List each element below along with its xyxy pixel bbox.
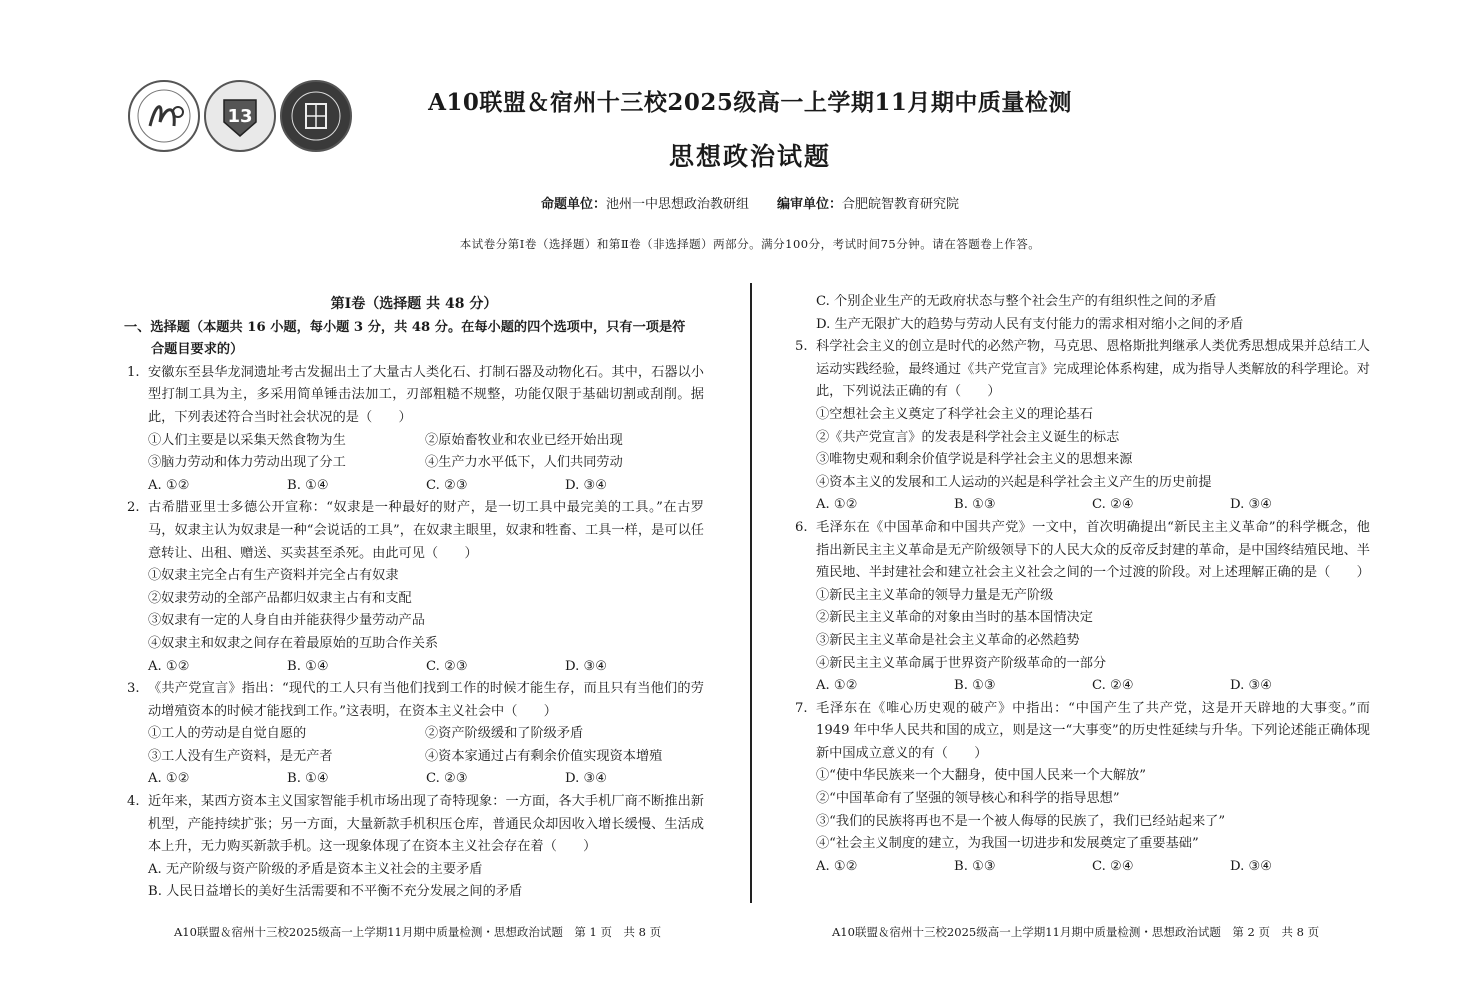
choice-c: C. ②③ [426,771,468,787]
choice-a: A. ①② [816,858,858,874]
author-value: 池州一中思想政治教研组 [605,197,749,212]
exam-units [380,193,1120,212]
question-4-continued [792,291,1370,336]
statement-4: ④资本主义的发展和工人运动的兴起是科学社会主义产生的历史前提 [816,474,1212,490]
statement-4: ④生产力水平低下，人们共同劳动 [425,455,623,471]
exam-instructions: 本试卷分第Ⅰ卷（选择题）和第Ⅱ卷（非选择题）两部分。满分100分，考试时间75分钟。请在答题卷上作答。 [459,237,1041,251]
choice-d: D. ③④ [1230,858,1273,874]
choice-a: A. ①② [816,497,858,513]
question-stem: 古希腊亚里士多德公开宣称：“奴隶是一种最好的财产，是一切工具中最完美的工具。”在古罗马，奴隶主认为奴隶是一种“会说话的工具”，在奴隶主眼里，奴隶和牲畜、工具一样，是可以任意转让、出租、赠送、买卖甚至杀死。由此可见（ ） [148,500,704,561]
choice-c: C. ②③ [426,658,468,674]
choice-d: D. ③④ [565,771,608,787]
right-column [792,291,1370,878]
question-number: 3. [127,681,140,697]
question-stem: 近年来，某西方资本主义国家智能手机市场出现了奇特现象：一方面，各大手机厂商不断推出新机型，产能持续扩张；另一方面，大量新款手机积压仓库，普通民众却因收入增长缓慢、生活成本上升，无力购买新款手机。这一现象体现了在资本主义社会存在着（ ） [148,794,704,855]
choice-b: B. ①④ [287,477,329,493]
question-stem: 《共产党宣言》指出：“现代的工人只有当他们找到工作的时候才能生存，而且只有当他们的劳动增殖资本的时候才能找到工作。”这表明，在资本主义社会中（ ） [148,681,704,719]
statement-3: ③“我们的民族将再也不是一个被人侮辱的民族了，我们已经站起来了” [816,813,1226,829]
statement-3: ③唯物史观和剩余价值学说是科学社会主义的思想来源 [816,452,1133,468]
choice-c: C. ②③ [426,477,468,493]
choice-b: B. ①④ [287,658,329,674]
statement-3: ③工人没有生产资料，是无产者 [148,748,333,764]
choice-b: B. ①③ [954,678,996,694]
author-label: 命题单位： [540,197,606,212]
wanzhi-education-logo [280,80,352,152]
statement-2: ②奴隶劳动的全部产品都归奴隶主占有和支配 [148,590,412,606]
section-heading-line2: 合题目要求的） [151,342,244,358]
question-6 [792,517,1370,698]
column-divider [750,283,752,903]
exam-subject: 思想政治试题 [668,142,831,171]
choice-d: D. ③④ [565,477,608,493]
page-footer-2: A10联盟＆宿州十三校2025级高一上学期11月期中质量检测・思想政治试题 第 2 页 共 8 页 [832,925,1320,939]
page-footer-1: A10联盟＆宿州十三校2025级高一上学期11月期中质量检测・思想政治试题 第 1 页 共 8 页 [174,925,662,939]
question-4 [124,791,704,904]
section-heading [124,317,704,362]
choice-d: D. 生产无限扩大的趋势与劳动人民有支付能力的需求相对缩小之间的矛盾 [816,316,1244,332]
statement-2: ②《共产党宣言》的发表是科学社会主义诞生的标志 [816,429,1120,445]
question-1 [124,362,704,498]
choice-b: B. 人民日益增长的美好生活需要和不平衡不充分发展之间的矛盾 [148,884,523,900]
statement-1: ①人们主要是以采集天然食物为生 [148,432,346,448]
statement-3: ③新民主主义革命是社会主义革命的必然趋势 [816,632,1080,648]
logo-group [128,80,352,160]
choice-d: D. ③④ [565,658,608,674]
choice-b: B. ①④ [287,771,329,787]
question-2 [124,497,704,678]
exam-title: A10联盟＆宿州十三校2025级高一上学期11月期中质量检测 [428,89,1072,116]
statement-1: ①新民主主义革命的领导力量是无产阶级 [816,587,1054,603]
choice-a: A. ①② [148,658,190,674]
editor-label: 编审单位： [777,197,843,212]
statement-2: ②资产阶级缓和了阶级矛盾 [425,726,584,742]
statement-1: ①空想社会主义奠定了科学社会主义的理论基石 [816,406,1093,422]
choice-c: C. ②④ [1092,678,1134,694]
question-number: 7. [795,700,808,716]
choice-a: A. 无产阶级与资产阶级的矛盾是资本主义社会的主要矛盾 [148,861,483,877]
choice-d: D. ③④ [1230,678,1273,694]
question-number: 2. [127,500,140,516]
section-title: 第Ⅰ卷（选择题 共 48 分） [330,296,498,312]
statement-3: ③奴隶有一定的人身自由并能获得少量劳动产品 [148,613,425,629]
question-5 [792,336,1370,517]
question-7 [792,698,1370,879]
question-number: 4. [127,794,140,810]
statement-4: ④“社会主义制度的建立，为我国一切进步和发展奠定了重要基础” [816,836,1199,852]
statement-2: ②新民主主义革命的对象由当时的基本国情决定 [816,610,1093,626]
svg-text:13: 13 [227,106,253,127]
question-number: 5. [795,339,808,355]
question-number: 6. [795,519,808,535]
choice-c: C. ②④ [1092,858,1134,874]
statement-4: ④奴隶主和奴隶之间存在着最原始的互助合作关系 [148,635,439,651]
choice-b: B. ①③ [954,497,996,513]
statement-2: ②“中国革命有了坚强的领导核心和科学的指导思想” [816,791,1120,807]
question-stem: 毛泽东在《唯心历史观的破产》中指出：“中国产生了共产党，这是开天辟地的大事变。”而 1949 年中华人民共和国的成立，则是这一“大事变”的历史性延续与升华。下列论述能正确体现新中国成立意义的有（ ） [816,700,1370,761]
statement-3: ③脑力劳动和体力劳动出现了分工 [148,455,346,471]
editor-value: 合肥皖智教育研究院 [842,197,960,212]
statement-1: ①奴隶主完全占有生产资料并完全占有奴隶 [148,568,399,584]
left-column [124,293,704,904]
choice-d: D. ③④ [1230,497,1273,513]
statement-2: ②原始畜牧业和农业已经开始出现 [425,432,623,448]
question-3 [124,678,704,791]
question-number: 1. [127,364,140,380]
choice-c: C. 个别企业生产的无政府状态与整个社会生产的有组织性之间的矛盾 [816,294,1217,309]
statement-4: ④资本家通过占有剩余价值实现资本增殖 [425,748,663,764]
school-13-logo [204,80,276,152]
statement-4: ④新民主主义革命属于世界资产阶级革命的一部分 [816,655,1107,671]
choice-a: A. ①② [148,477,190,493]
question-stem: 毛泽东在《中国革命和中国共产党》一文中，首次明确提出“新民主主义革命”的科学概念，他指出新民主主义革命是无产阶级领导下的人民大众的反帝反封建的革命，是中国终结殖民地、半殖民地、半封建社会和建立社会主义社会之间的一个过渡的阶段。对上述理解正确的是（ ） [816,519,1370,581]
statement-1: ①“使中华民族来一个大翻身，使中国人民来一个大解放” [816,768,1146,784]
section-heading-line1: 一、选择题（本题共 16 小题，每小题 3 分，共 48 分。在每小题的四个选项中，只有一项是符 [124,319,686,335]
a10-alliance-logo [128,80,200,152]
choice-a: A. ①② [148,771,190,787]
statement-1: ①工人的劳动是自觉自愿的 [148,726,307,742]
choice-c: C. ②④ [1092,497,1134,513]
question-stem: 安徽东至县华龙洞遗址考古发掘出土了大量古人类化石、打制石器及动物化石。其中，石器以小型打制工具为主，多采用简单锤击法加工，刃部粗糙不规整，功能仅限于基础切割或刮削。据此，下列表述符合当时社会状况的是（ ） [148,364,704,425]
choice-a: A. ①② [816,678,858,694]
question-stem: 科学社会主义的创立是时代的必然产物，马克思、恩格斯批判继承人类优秀思想成果并总结工人运动实践经验，最终通过《共产党宣言》完成理论体系构建，成为指导人类解放的科学理论。对此，下列说法正确的有（ ） [816,339,1370,400]
choice-b: B. ①③ [954,858,996,874]
